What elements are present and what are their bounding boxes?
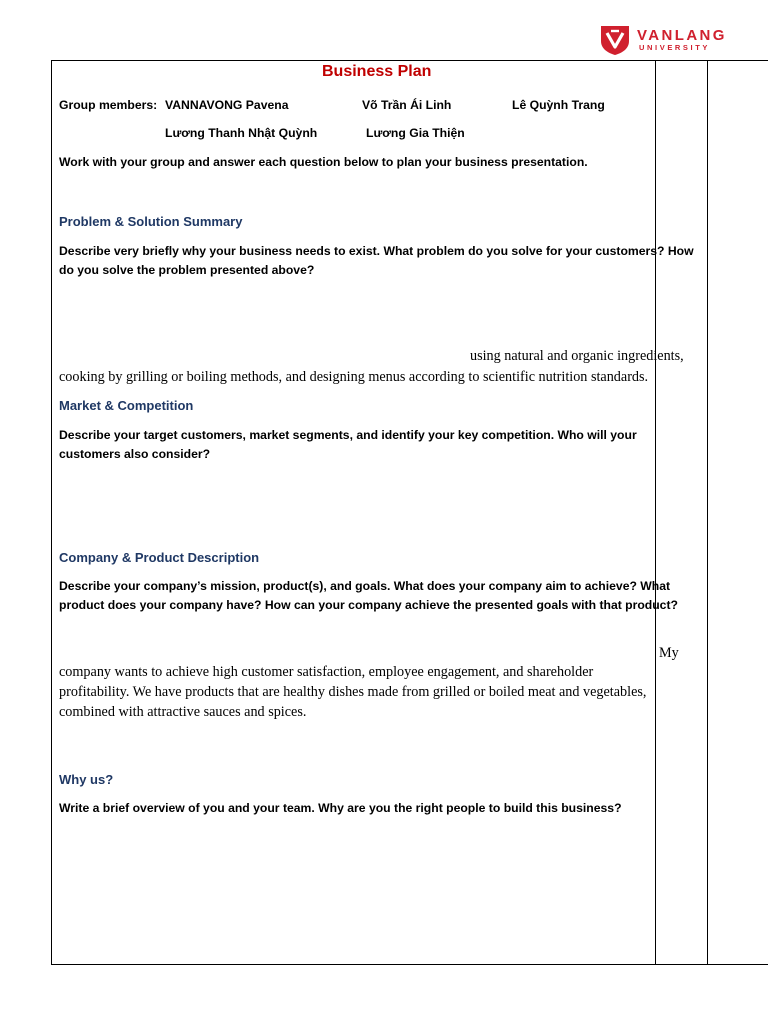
logo-sub-text: UNIVERSITY [639, 43, 711, 52]
section-heading-problem: Problem & Solution Summary [59, 214, 243, 229]
table-column-divider [655, 60, 656, 965]
section-answer-line: using natural and organic ingredients, [470, 348, 684, 364]
section-question-line: Describe your company’s mission, product(s), and goals. What does your company aim to achieve? What [59, 579, 671, 593]
document-table-frame [51, 60, 768, 965]
logo-brand-text: VANLANG [637, 27, 727, 44]
section-question-line: Describe very briefly why your business needs to exist. What problem do you solve for your customers? How [59, 244, 694, 258]
instructions-text: Work with your group and answer each question below to plan your business presentation. [59, 155, 588, 169]
section-answer-line: company wants to achieve high customer satisfaction, employee engagement, and shareholder [59, 664, 594, 680]
table-column-divider [707, 60, 708, 965]
group-member-name: Lương Thanh Nhật Quỳnh [165, 126, 318, 140]
group-member-name: Võ Trần Ái Linh [362, 98, 452, 112]
section-heading-company: Company & Product Description [59, 550, 260, 565]
section-question-line: do you solve the problem presented above? [59, 263, 315, 277]
section-answer-line: My [659, 645, 679, 661]
group-member-name: Lương Gia Thiện [366, 126, 465, 140]
section-question-line: product does your company have? How can your company achieve the presented goals with that product? [59, 598, 678, 612]
group-member-name: VANNAVONG Pavena [165, 98, 289, 112]
page-title: Business Plan [322, 63, 432, 80]
section-answer-line: profitability. We have products that are healthy dishes made from grilled or boiled meat and vegetables, [59, 684, 647, 700]
section-heading-why-us: Why us? [59, 772, 114, 787]
section-answer-line: combined with attractive sauces and spices. [59, 704, 307, 720]
university-logo [600, 22, 740, 58]
section-question-line: Write a brief overview of you and your team. Why are you the right people to build this business? [59, 801, 622, 815]
shield-logo-icon [600, 24, 630, 56]
section-question-line: customers also consider? [59, 447, 211, 461]
section-question-line: Describe your target customers, market segments, and identify your key competition. Who will your [59, 428, 637, 442]
group-members-label: Group members: [59, 98, 158, 112]
section-heading-market: Market & Competition [59, 398, 194, 413]
group-member-name: Lê Quỳnh Trang [512, 98, 605, 112]
section-answer-line: cooking by grilling or boiling methods, and designing menus according to scientific nutrition standards. [59, 369, 649, 385]
